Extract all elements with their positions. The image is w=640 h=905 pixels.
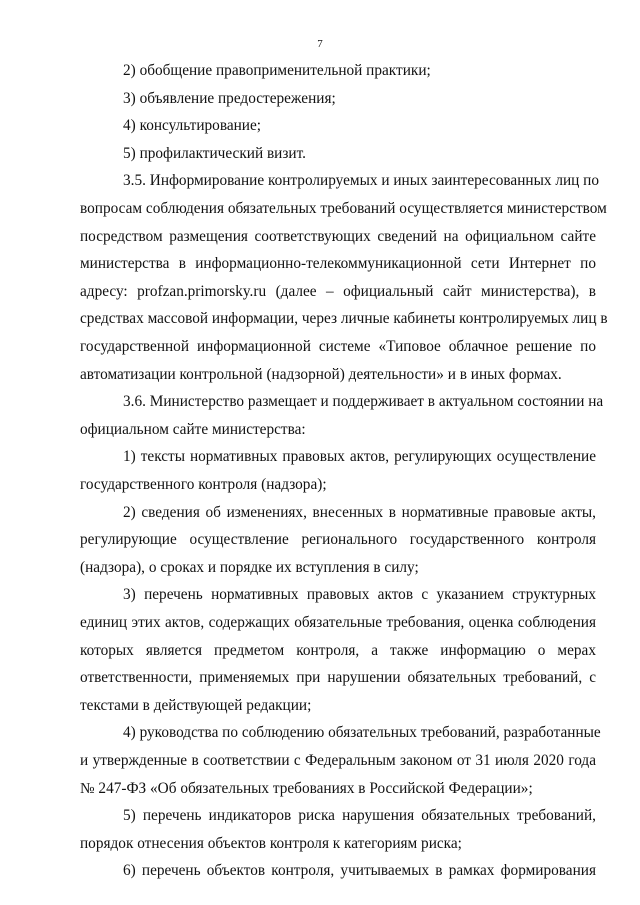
text-line: которых является предметом контроля, а также информацию о мерах — [80, 641, 596, 659]
text-line: официальном сайте министерства: — [80, 420, 306, 438]
text-line: 3.6. Министерство размещает и поддерживает в актуальном состоянии на — [123, 393, 604, 411]
text-line: адресу: profzan.primorsky.ru (далее – официальный сайт министерства), в — [80, 282, 596, 300]
text-line: порядок отнесения объектов контроля к категориям риска; — [80, 834, 462, 852]
text-line: министерства в информационно-телекоммуникационной сети Интернет по — [80, 255, 596, 273]
text-line: 3) перечень нормативных правовых актов с указанием структурных — [123, 586, 596, 604]
text-line: 5) профилактический визит. — [123, 144, 306, 162]
text-line: регулирующие осуществление регионального государственного контроля — [80, 531, 596, 549]
text-line: 2) сведения об изменениях, внесенных в нормативные правовые акты, — [123, 503, 596, 521]
text-line: (надзора), о сроках и порядке их вступления в силу; — [80, 558, 419, 576]
text-line: средствах массовой информации, через личные кабинеты контролируемых лиц в — [80, 310, 608, 328]
text-line: 3.5. Информирование контролируемых и иных заинтересованных лиц по — [123, 172, 599, 190]
text-line: и утвержденные в соответствии с Федеральным законом от 31 июля 2020 года — [80, 752, 596, 769]
text-line: 4) руководства по соблюдению обязательных требований, разработанные — [123, 724, 601, 742]
text-line: 1) тексты нормативных правовых актов, регулирующих осуществление — [123, 448, 596, 466]
text-line: 3) объявление предостережения; — [123, 89, 336, 107]
text-line: 6) перечень объектов контроля, учитываемых в рамках формирования — [123, 862, 596, 880]
text-line: 5) перечень индикаторов риска нарушения обязательных требований, — [123, 807, 596, 825]
text-line: посредством размещения соответствующих сведений на официальном сайте — [80, 227, 596, 245]
text-line: ответственности, применяемых при нарушении обязательных требований, с — [80, 669, 596, 687]
text-line: 2) обобщение правоприменительной практики; — [123, 62, 431, 79]
text-line: государственной информационной системе «Типовое облачное решение по — [80, 338, 596, 355]
text-line: единиц этих актов, содержащих обязательные требования, оценка соблюдения — [80, 614, 596, 631]
text-line: вопросам соблюдения обязательных требований осуществляется министерством — [80, 200, 607, 217]
text-line: государственного контроля (надзора); — [80, 476, 327, 493]
page-number: 7 — [317, 38, 323, 50]
text-line: № 247-ФЗ «Об обязательных требованиях в Российской Федерации»; — [80, 779, 533, 797]
text-line: текстами в действующей редакции; — [80, 696, 312, 714]
text-line: 4) консультирование; — [123, 117, 262, 135]
text-line: автоматизации контрольной (надзорной) деятельности» и в иных формах. — [80, 365, 562, 383]
